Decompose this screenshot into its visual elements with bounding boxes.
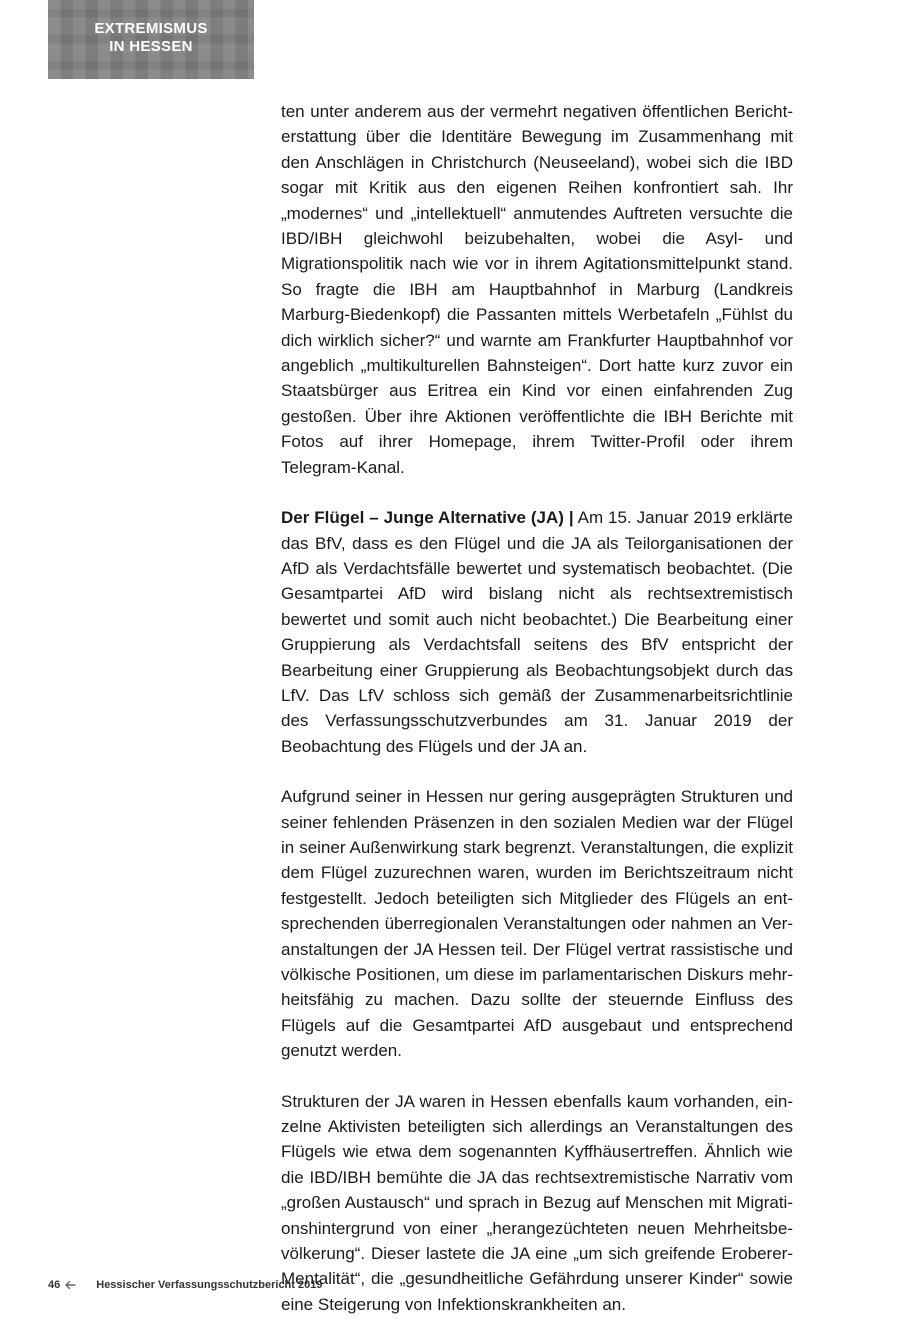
paragraph-identitaere-bewegung: ten unter anderem aus der vermehrt negativen öffentlichen Berichterstattung über die Identitäre Bewegung im Zusammenhang mit den Anschlägen in Christchurch (Neuseeland), wobei sich die IBD sogar mit Kritik aus den eigenen Reihen konfrontiert sah. Ihr „modernes“ und „intellektuell“ anmutendes Auftreten versuchte die IBD/IBH gleichwohl beizubehalten, wobei die Asyl- und Migrationspolitik nach wie vor in ihrem Agitationsmittelpunkt stand. So fragte die IBH am Hauptbahnhof in Marburg (Landkreis Marburg-Biedenkopf) die Passanten mittels Werbetafeln „Fühlst du dich wirklich sicher?“ und warnte am Frankfurter Hauptbahnhof vor angeblich „multikulturellen Bahnsteigen“. Dort hatte kurz zuvor ein Staatsbürger aus Eritrea ein Kind vor einen einfahrenden Zug gestoßen. Über ihre Aktionen veröffentlichte die IBH Berichte mit Fotos auf ihrer Homepage, ihrem Twitter-Profil oder ihrem Telegram-Kanal. [281,102,793,477]
paragraph-fluegel-hessen: Aufgrund seiner in Hessen nur gering ausgeprägten Strukturen und seiner fehlenden Präsenzen in den sozialen Medien war der Flügel in seiner Außenwirkung stark begrenzt. Veranstaltungen, die explizit dem Flügel zuzurechnen waren, wurden im Berichtszeitraum nicht festgestellt. Jedoch beteiligten sich Mitglieder des Flügels an entsprechenden überregionalen Veranstaltungen oder nahmen an Veranstaltungen der JA Hessen teil. Der Flügel vertrat rassistische und völkische Positionen, um diese im parlamentarischen Diskurs mehrheitsfähig zu machen. Dazu sollte der steuernde Einfluss des Flügels auf die Gesamtpartei AfD ausgebaut und entsprechend genutzt werden. [281,787,793,1061]
paragraph-fluegel-ja-text: Am 15. Januar 2019 erklärte das BfV, dass es den Flügel und die JA als Teilorganisationen der AfD als Verdachtsfälle bewertet und systematisch beobachtet. (Die Gesamtpartei AfD wird bislang nicht als rechtsextremistisch bewertet und somit auch nicht beobachtet.) Die Bearbeitung einer Gruppierung als Verdachtsfall seitens des BfV entspricht der Bearbeitung einer Gruppierung als Beobachtungsobjekt durch das LfV. Das LfV schloss sich gemäß der Zusammenarbeitsrichtlinie des Verfassungsschutzverbundes am 31. Januar 2019 der Beobachtung des Flügels und der JA an. [281,508,793,756]
section-header-tab [48,0,254,79]
page-footer [48,1276,322,1294]
main-text-column [281,99,793,1342]
arrow-left-icon [64,1280,76,1290]
section-title-line-1: EXTREMISMUS [94,19,208,37]
page-number: 46 [48,1279,61,1291]
paragraph-fluegel-ja-intro [281,505,793,759]
paragraph-heading-fluegel-ja: Der Flügel – Junge Alternative (JA) | [281,508,574,528]
section-title-line-2: IN HESSEN [109,37,193,55]
paragraph-ja-hessen: Strukturen der JA waren in Hessen ebenfalls kaum vorhanden, einzelne Aktivisten beteiligten sich allerdings an Veranstaltungen des Flügels wie etwa dem sogenannten Kyffhäusertreffen. Ähnlich wie die IBD/IBH bemühte die JA das rechtsextremistische Narrativ vom „großen Austausch“ und sprach in Bezug auf Menschen mit Migrationshintergrund von einer „herangezüchteten neuen Mehrheitsbevölkerung“. Dieser lastete die JA eine „um sich greifende Eroberer-Mentalität“, die „gesundheitliche Gefährdung unserer Kinder“ sowie eine Steigerung von Infektionskrankheiten an. [281,1091,793,1314]
footer-title: Hessischer Verfassungsschutzbericht 2019 [96,1279,323,1291]
